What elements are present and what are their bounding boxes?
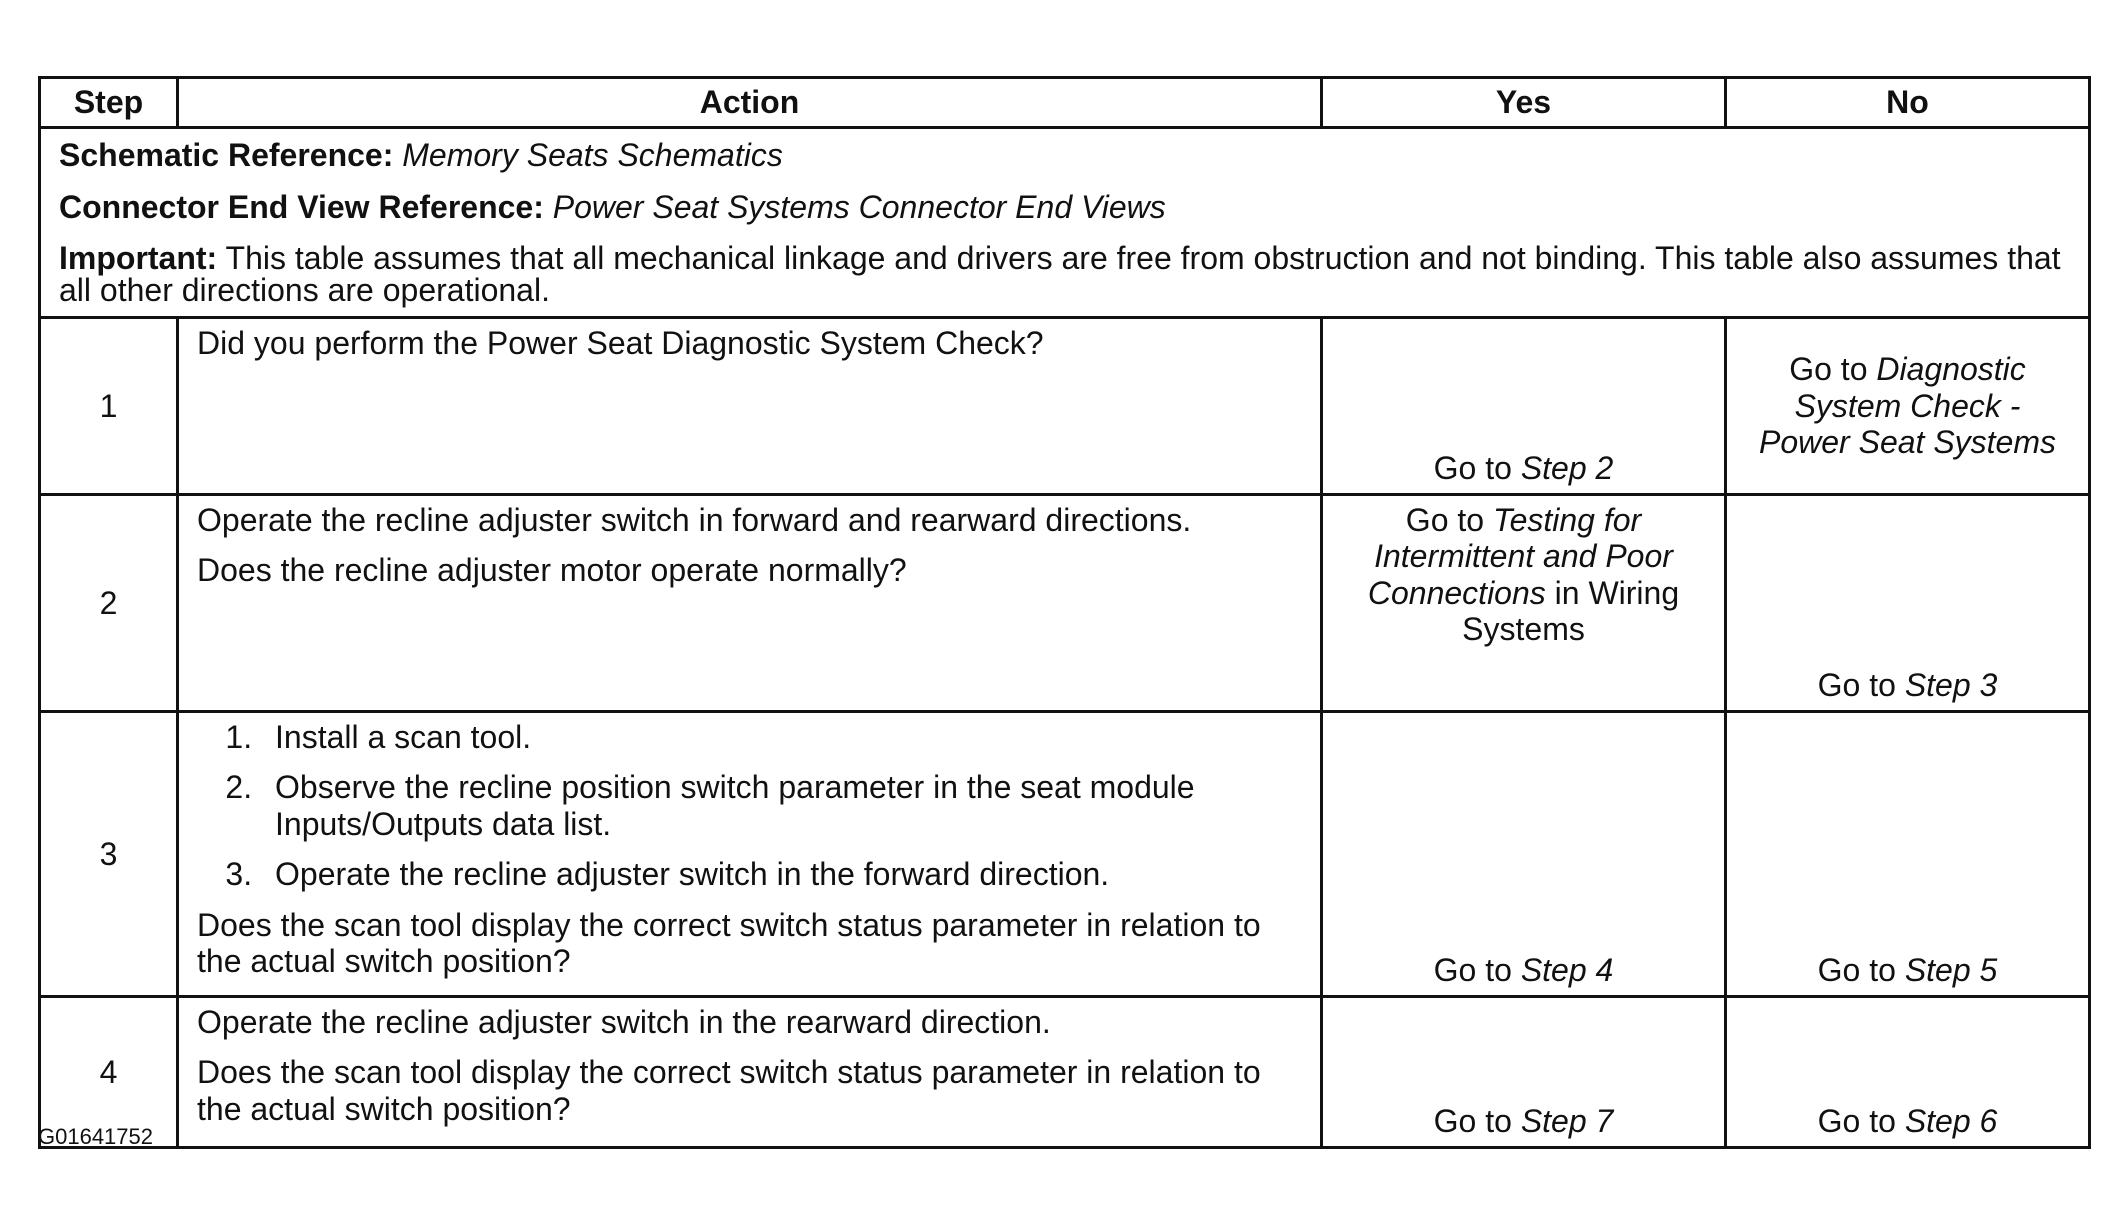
table-row (40, 711, 2090, 996)
yes-cell (1322, 494, 1726, 711)
no-prefix: Go to (1817, 952, 1896, 989)
list-item: 3. Operate the recline adjuster switch in the forward direction. (261, 856, 1294, 892)
action-question: Does the scan tool display the correct switch status parameter in relation to the actual switch position? (197, 906, 1261, 980)
header-no: No (1726, 78, 2090, 128)
no-cell (1726, 494, 2090, 711)
yes-link[interactable]: Testing for Intermittent and Poor Connections (1367, 501, 1673, 611)
action-question: Does the scan tool display the correct switch status parameter in relation to the actual switch position? (197, 1054, 1261, 1127)
action-question: Does the recline adjuster motor operate normally? (197, 552, 907, 589)
no-cell (1726, 317, 2090, 494)
step-number: 4 (40, 996, 178, 1147)
figure-id: G01641752 (38, 1124, 153, 1149)
list-item: 1. Install a scan tool. (261, 719, 1294, 755)
yes-link[interactable]: Step 7 (1520, 1103, 1614, 1140)
table-row (40, 996, 2090, 1147)
action-cell (178, 494, 1322, 711)
reference-row (40, 128, 2090, 318)
yes-prefix: Go to (1433, 952, 1512, 989)
no-cell (1726, 996, 2090, 1147)
no-link[interactable]: Step 5 (1904, 952, 1998, 989)
no-cell (1726, 711, 2090, 996)
important-label: Important: (59, 239, 218, 276)
no-prefix: Go to (1817, 1103, 1896, 1140)
important-note (59, 239, 2066, 308)
yes-cell (1322, 711, 1726, 996)
table-row (40, 494, 2090, 711)
action-cell (178, 317, 1322, 494)
yes-cell (1322, 996, 1726, 1147)
yes-prefix: Go to (1433, 1103, 1512, 1140)
reference-cell (40, 128, 2090, 318)
action-text: Did you perform the Power Seat Diagnostic System Check? (197, 324, 1044, 361)
important-text: This table assumes that all mechanical linkage and drivers are free from obstruction and not binding. This table also assumes that all other directions are operational. (59, 239, 2061, 308)
no-link[interactable]: Step 6 (1904, 1103, 1998, 1140)
schematic-reference-value: Memory Seats Schematics (402, 137, 783, 173)
yes-link[interactable]: Step 2 (1520, 450, 1614, 487)
yes-suffix: in Wiring Systems (1462, 574, 1680, 648)
step-number: 3 (40, 711, 178, 996)
no-link[interactable]: Diagnostic System Check - Power Seat Systems (1759, 351, 2056, 461)
connector-reference-label: Connector End View Reference: (59, 189, 544, 226)
schematic-reference-label: Schematic Reference: (59, 137, 394, 173)
connector-reference (59, 189, 2066, 225)
yes-link[interactable]: Step 4 (1520, 952, 1614, 989)
no-link[interactable]: Step 3 (1904, 667, 1998, 704)
no-prefix: Go to (1789, 351, 1868, 388)
action-cell (178, 996, 1322, 1147)
table-header-row (40, 78, 2090, 128)
header-action: Action (178, 78, 1322, 128)
step-number: 1 (40, 317, 178, 494)
list-item: 2. Observe the recline position switch parameter in the seat module Inputs/Outputs data list. (261, 769, 1294, 842)
no-prefix: Go to (1817, 667, 1896, 704)
header-step: Step (40, 78, 178, 128)
connector-reference-value: Power Seat Systems Connector End Views (552, 189, 1166, 226)
action-text: Operate the recline adjuster switch in forward and rearward directions. (197, 501, 1192, 538)
action-cell (178, 711, 1322, 996)
action-steps-list (197, 719, 1294, 893)
step-number: 2 (40, 494, 178, 711)
schematic-reference (59, 137, 2066, 173)
yes-cell (1322, 317, 1726, 494)
table-row (40, 317, 2090, 494)
diagnostic-table (38, 76, 2091, 1149)
action-text: Operate the recline adjuster switch in the rearward direction. (197, 1003, 1051, 1040)
header-yes: Yes (1322, 78, 1726, 128)
yes-prefix: Go to (1405, 501, 1485, 538)
yes-prefix: Go to (1433, 450, 1512, 487)
